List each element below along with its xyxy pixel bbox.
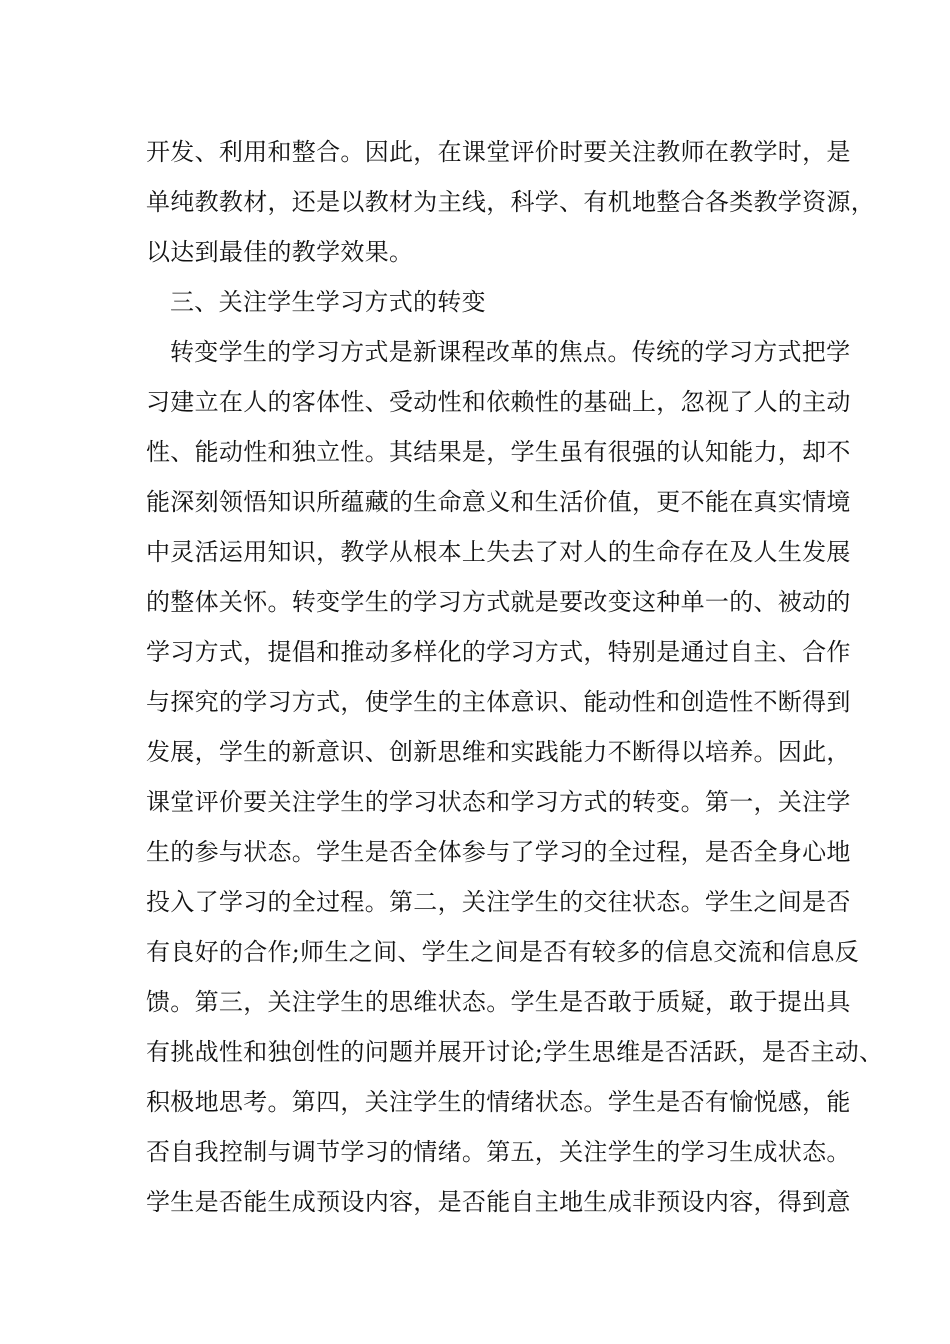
text-line: 积极地思考。第四，关注学生的情绪状态。学生是否有愉悦感，能	[146, 1088, 851, 1116]
text-line: 开发、利用和整合。因此，在课堂评价时要关注教师在教学时，是	[146, 138, 851, 166]
text-line: 生的参与状态。学生是否全体参与了学习的全过程，是否全身心地	[146, 838, 851, 866]
text-line: 性、能动性和独立性。其结果是，学生虽有很强的认知能力，却不	[146, 438, 851, 466]
text-line: 学生是否能生成预设内容，是否能自主地生成非预设内容，得到意	[146, 1188, 851, 1216]
text-line: 发展，学生的新意识、创新思维和实践能力不断得以培养。因此，	[146, 738, 851, 766]
text-line: 以达到最佳的教学效果。	[146, 238, 414, 266]
section-heading: 三、关注学生学习方式的转变	[170, 288, 486, 316]
text-line: 课堂评价要关注学生的学习状态和学习方式的转变。第一，关注学	[146, 788, 851, 816]
text-line: 转变学生的学习方式是新课程改革的焦点。传统的学习方式把学	[170, 338, 851, 366]
text-line: 的整体关怀。转变学生的学习方式就是要改变这种单一的、被动的	[146, 588, 851, 616]
text-line: 否自我控制与调节学习的情绪。第五，关注学生的学习生成状态。	[146, 1138, 851, 1166]
text-line: 单纯教教材，还是以教材为主线，科学、有机地整合各类教学资源，	[146, 188, 875, 216]
text-line: 能深刻领悟知识所蕴藏的生命意义和生活价值，更不能在真实情境	[146, 488, 851, 516]
text-line: 投入了学习的全过程。第二，关注学生的交往状态。学生之间是否	[146, 888, 851, 916]
text-line: 学习方式，提倡和推动多样化的学习方式，特别是通过自主、合作	[146, 638, 851, 666]
text-line: 习建立在人的客体性、受动性和依赖性的基础上，忽视了人的主动	[146, 388, 851, 416]
text-line: 有良好的合作;师生之间、学生之间是否有较多的信息交流和信息反	[146, 938, 860, 966]
text-line: 中灵活运用知识，教学从根本上失去了对人的生命存在及人生发展	[146, 538, 851, 566]
text-line: 馈。第三，关注学生的思维状态。学生是否敢于质疑，敢于提出具	[146, 988, 851, 1016]
text-line: 与探究的学习方式，使学生的主体意识、能动性和创造性不断得到	[146, 688, 851, 716]
text-line: 有挑战性和独创性的问题并展开讨论;学生思维是否活跃，是否主动、	[146, 1038, 884, 1066]
